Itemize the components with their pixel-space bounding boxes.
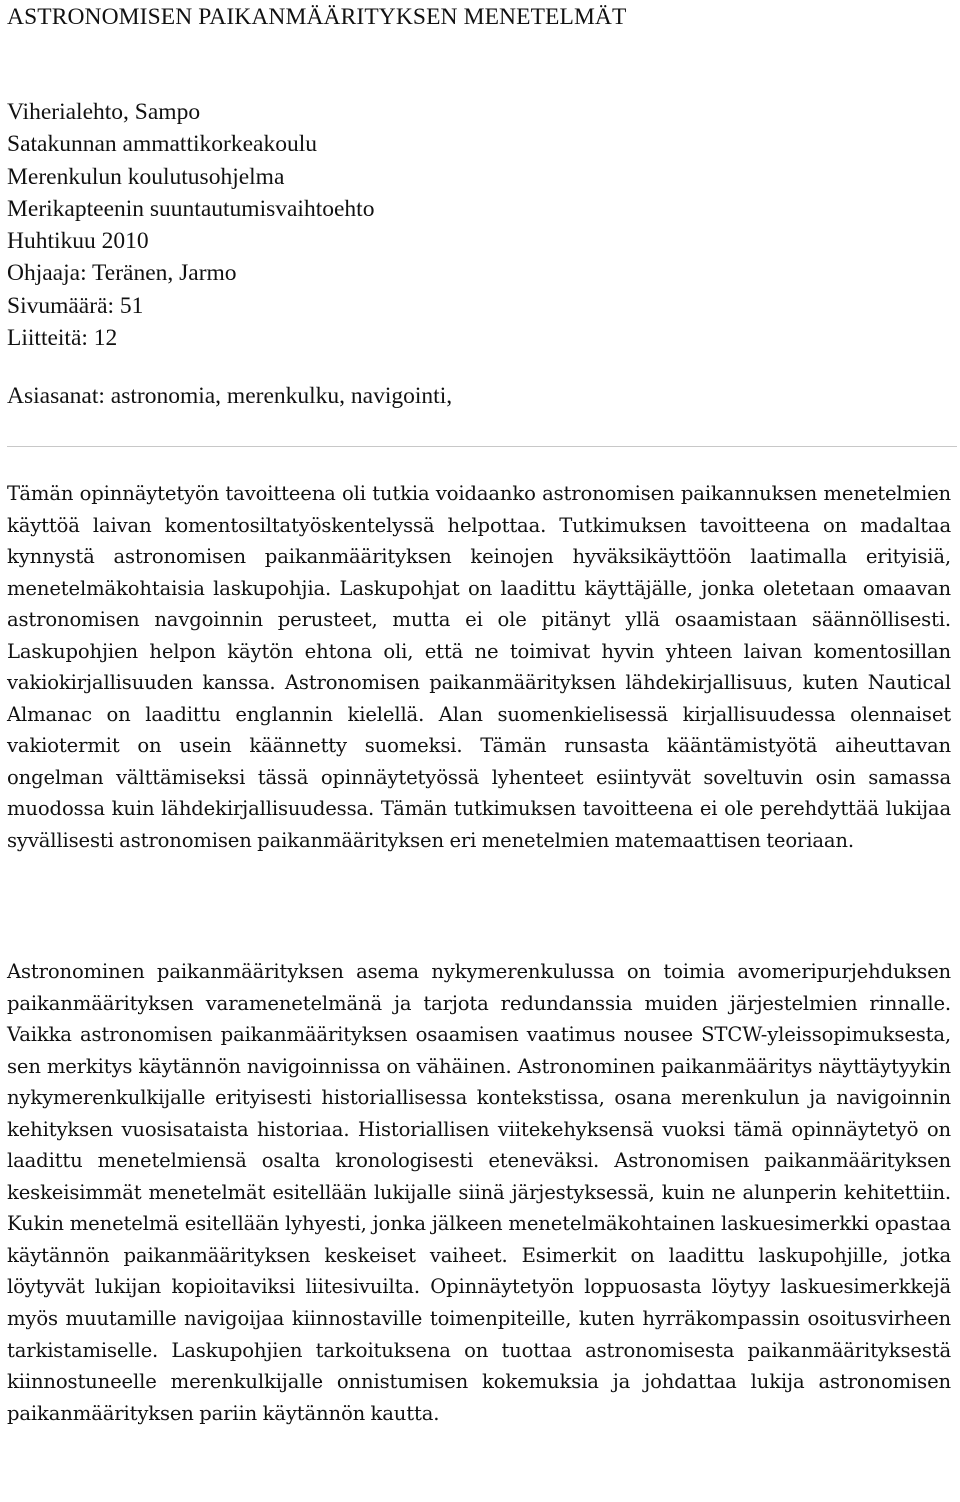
author-name: Viherialehto, Sampo <box>7 99 201 125</box>
study-option: Merikapteenin suuntautumisvaihtoehto <box>7 195 375 222</box>
section-divider <box>7 446 957 447</box>
document-title: ASTRONOMISEN PAIKANMÄÄRITYKSEN MENETELMÄT <box>7 4 627 30</box>
keywords-line: Asiasanat: astronomia, merenkulku, navigointi, <box>7 383 453 409</box>
page-count: Sivumäärä: 51 <box>7 292 144 319</box>
thesis-metadata <box>7 96 374 354</box>
abstract-paragraph-2: Astronominen paikanmäärityksen asema nykymerenkulussa on toimia avomeripurjehduksen paikanmäärityksen varamenetelmänä ja tarjota redundanssia muiden järjestelmien rinnalle. Vaikka astronomisen paikanmäärityksen osaamisen vaatimus nousee STCW-yleissopimuksesta, sen merkitys käytännön navigoinnissa on vähäinen. Astronominen paikanmääritys näyttäytyykin nykymerenkulkijalle erityisesti historiallisessa kontekstissa, osana merenkulun ja navigoinnin kehityksen vuosisataista historiaa. Historiallisen viitekehyksensä vuoksi tämä opinnäytetyö on laadittu menetelmiensä osalta kronologisesti eteneväksi. Astronomisen paikanmäärityksen keskeisimmät menetelmät esitellään lukijalle siinä järjestyksessä, kuin ne alunperin kehitettiin. Kukin menetelmä esitellään lyhyesti, jonka jälkeen menetelmäkohtainen laskuesimerkki opastaa käytännön paikanmäärityksen keskeiset vaiheet. Esimerkit on laadittu laskupohjille, jotka löytyvät lukijan kopioitaviksi liitesivuilta. Opinnäytetyön loppuosasta löytyy laskuesimerkkejä myös muutamille navigoijaa kiinnostaville toimenpiteille, kuten hyrräkompassin osoitusvirheen tarkistamiselle. Laskupohjien tarkoituksena on tuottaa astronomisesta paikanmäärityksestä kiinnostuneelle merenkulkijalle onnistumisen kokemuksia ja johdattaa lukija astronomisen paikanmäärityksen pariin käytännön kautta. <box>7 960 951 1425</box>
publication-date: Huhtikuu 2010 <box>7 228 149 255</box>
degree-programme: Merenkulun koulutusohjelma <box>7 163 285 190</box>
abstract-paragraph-1: Tämän opinnäytetyön tavoitteena oli tutkia voidaanko astronomisen paikannuksen menetelmien käyttöä laivan komentosiltatyöskentelyssä helpottaa. Tutkimuksen tavoitteena on madaltaa kynnystä astronomisen paikanmäärityksen keinojen hyväksikäyttöön laatimalla erityisiä, menetelmäkohtaisia laskupohjia. Laskupohjat on laadittu käyttäjälle, jonka oletetaan omaavan astronomisen navgoinnin perusteet, mutta ei ole pitänyt yllä osaamistaan säännöllisesti. Laskupohjien helpon käytön ehtona oli, että ne toimivat hyvin yhteen laivan komentosillan vakiokirjallisuuden kanssa. Astronomisen paikanmäärityksen lähdekirjallisuus, kuten Nautical Almanac on laadittu englannin kielellä. Alan suomenkielisessä kirjallisuudessa olennaiset vakiotermit on usein käännetty suomeksi. Tämän runsasta kääntämistyötä aiheuttavan ongelman välttämiseksi tässä opinnäytetyössä lyhenteet esiintyvät soveltuvin osin samassa muodossa kuin lähdekirjallisuudessa. Tämän tutkimuksen tavoitteena ei ole perehdyttää lukijaa syvällisesti astronomisen paikanmäärityksen eri menetelmien matemaattisen teoriaan. <box>7 482 951 853</box>
supervisor-name: Ohjaaja: Teränen, Jarmo <box>7 260 237 287</box>
institution-name: Satakunnan ammattikorkeakoulu <box>7 131 317 158</box>
appendix-count: Liitteitä: 12 <box>7 325 118 352</box>
